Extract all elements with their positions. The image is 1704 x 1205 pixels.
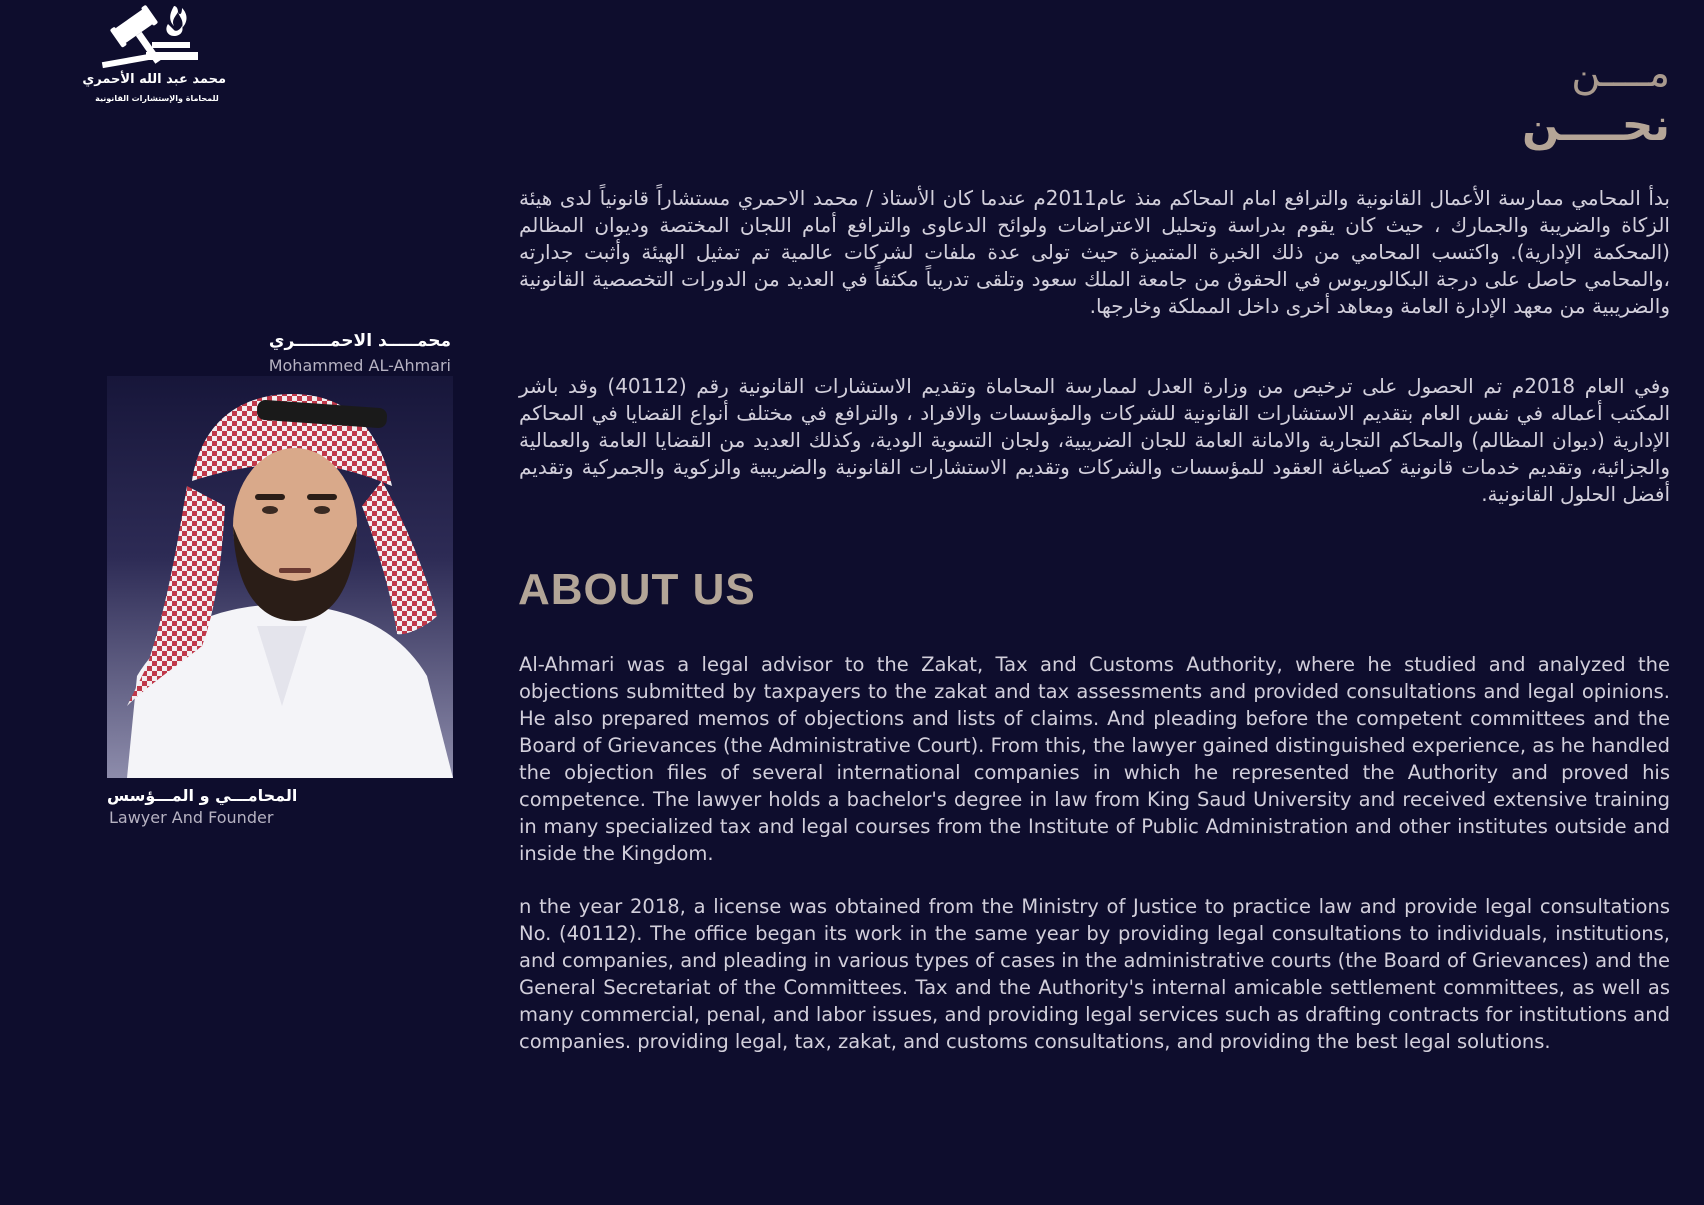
arabic-paragraph-2: وفي العام 2018م تم الحصول على ترخيص من وزارة العدل لممارسة المحاماة وتقديم الاستشارات القانونية رقم (40112) وقد باشر المكتب أعماله في نفس العام بتقديم الاستشارات القانونية للشركات والمؤسسات والافراد ، والترافع في مختلف أنواع القضايا في المحاكم الإدارية (ديوان المظالم) والمحاكم التجارية والامانة العامة للجان الضريبية، ولجان التسوية الودية، وكذلك العديد من القضايا العامة والعمالية والجزائية، وتقديم خدمات قانونية كصياغة العقود للمؤسسات والشركات وتقديم الاستشارات القانونية والضريبية والزكوية والجمركية وتقديم أفضل الحلول القانونية. xyxy=(519,374,1671,506)
portrait-illustration xyxy=(107,376,453,778)
profile-name-english: Mohammed AL-Ahmari xyxy=(268,356,451,375)
arabic-paragraph-1: بدأ المحامي ممارسة الأعمال القانونية والترافع امام المحاكم منذ عام2011م عندما كان الأستاذ / محمد الاحمري مستشاراً قانونياً لدى هيئة الزكاة والضريبة والجمارك ، حيث كان يقوم بدراسة وتحليل الاعتراضات ولوائح الدعاوى والترافع أمام اللجان المختصة وديوان المظالم (المحكمة الإدارية). واكتسب المحامي من ذلك الخبرة المتميزة حيث تولى عدة ملفات لشركات عالمية تم تمثيل الهيئة وأثبت جدارته ،والمحامي حاصل على درجة البكالوريوس في الحقوق من جامعة الملك سعود وتلقى تدريباً مكثفاً في العديد من الدورات التخصصية القانونية والضريبية من معهد الإدارة العامة ومعاهد أخرى داخل المملكة وخارجها. xyxy=(519,186,1670,318)
about-paragraph-2: n the year 2018, a license was obtained from the Ministry of Justice to practice law and provide legal consultations No. (40112). The office began its work in the same year by providing legal consultations to individuals, institutions, and companies, and pleading in various types of cases in the administrative courts (the Board of Grievances) and the General Secretariat of the Committees. Tax and the Authority's internal amicable settlement committees, as well as many commercial, penal, and labor issues, and providing legal services such as drafting contracts for institutions and companies. providing legal, tax, zakat, and customs consultations, and providing the best legal solutions. xyxy=(519,895,1670,1053)
about-us-title: ABOUT US xyxy=(518,565,756,614)
portrait-photo xyxy=(107,376,453,778)
logo-subtitle: للمحاماة والإستشارات القانونية xyxy=(95,94,219,103)
heading-arabic-line2: نحــــن xyxy=(1522,100,1670,151)
profile-role-arabic: المحامـــي و المـــؤسس xyxy=(107,786,298,805)
gavel-flame-icon xyxy=(98,2,216,72)
profile-name-arabic: محمـــــد الاحمــــــري xyxy=(268,331,451,351)
about-paragraph-1: Al-Ahmari was a legal advisor to the Zakat, Tax and Customs Authority, where he studied and analyzed the objections submitted by taxpayers to the zakat and tax assessments and provided consultations and legal opinions. He also prepared memos of objections and lists of claims. And pleading before the competent committees and the Board of Grievances (the Administrative Court). From this, the lawyer gained distinguished experience, as he handled the objection files of several international companies in which he represented the Authority and proved his competence. The lawyer holds a bachelor's degree in law from King Saud University and received extensive training in many specialized tax and legal courses from the Institute of Public Administration and other institutes outside and inside the Kingdom. xyxy=(519,653,1670,865)
logo-name: محمد عبد الله الأحمري xyxy=(82,72,226,87)
profile-role-english: Lawyer And Founder xyxy=(109,808,274,827)
heading-arabic-line1: مــــن xyxy=(1571,50,1670,96)
company-logo xyxy=(82,0,226,112)
